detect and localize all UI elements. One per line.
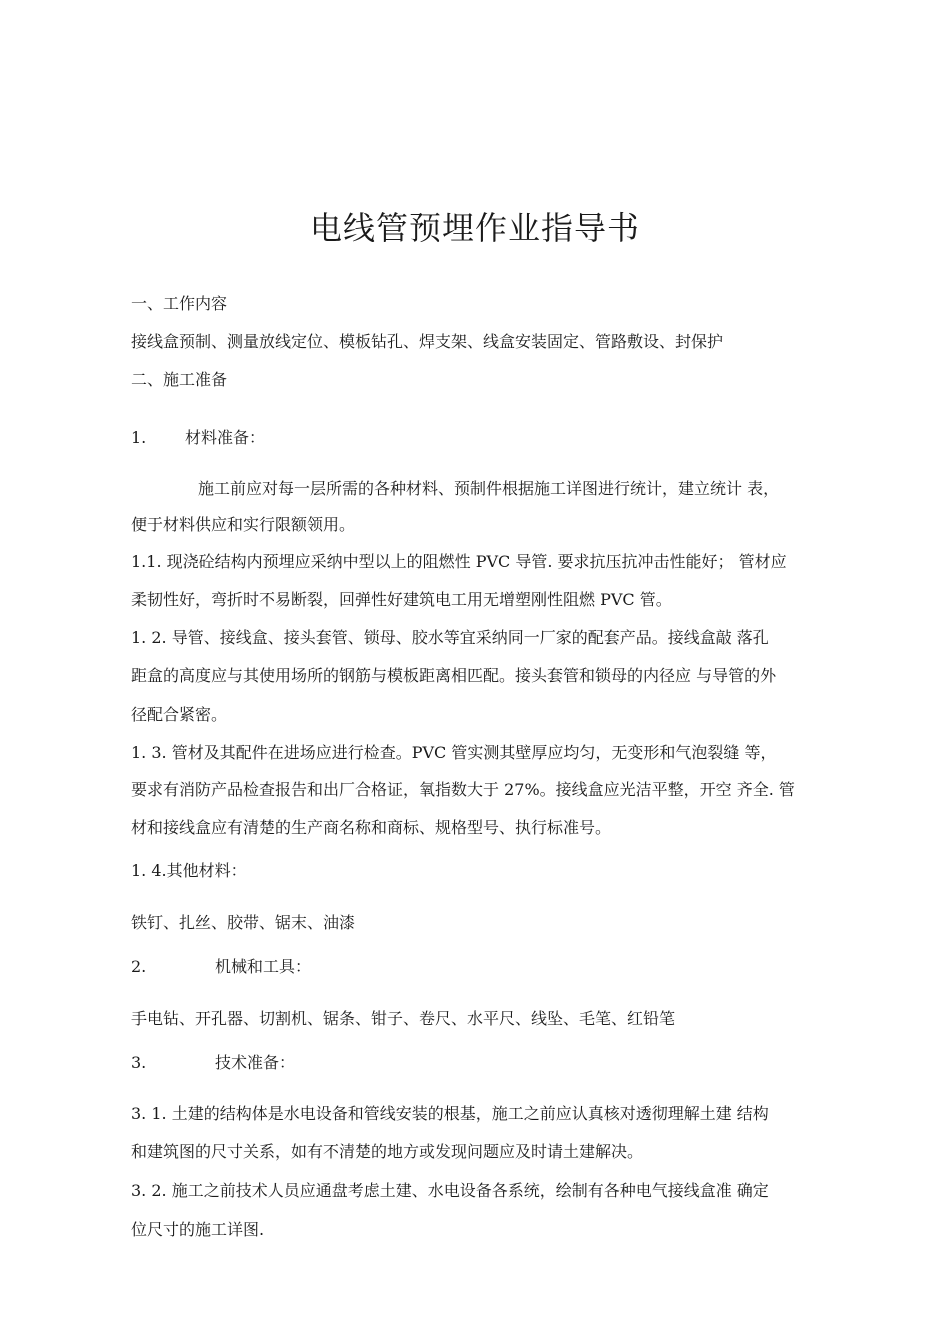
tools-list: 手电钻、开孔器、切割机、锯条、钳子、卷尺、水平尺、线坠、毛笔、红铅笔 xyxy=(131,1009,676,1028)
tools-heading-row xyxy=(131,957,871,977)
paragraph-3-1-line-1: 3. 1. 土建的结构体是水电设备和管线安装的根基，施工之前应认真核对透彻理解土建 结构 xyxy=(131,1104,769,1123)
tech-number: 3. xyxy=(131,1053,147,1072)
page-title: 电线管预埋作业指导书 xyxy=(309,209,640,247)
paragraph-1-1-line-2: 柔韧性好，弯折时不易断裂，回弹性好建筑电工用无增塑刚性阻燃 PVC 管。 xyxy=(131,590,672,609)
paragraph-1-2-line-3: 径配合紧密。 xyxy=(131,705,228,724)
paragraph-1-2-line-1: 1. 2. 导管、接线盒、接头套管、锁母、胶水等宜采纳同一厂家的配套产品。接线盒敲 落孔 xyxy=(131,628,769,647)
work-content-text: 接线盒预制、测量放线定位、模板钻孔、焊支架、线盒安装固定、管路敷设、封保护 xyxy=(131,332,724,351)
materials-heading: 材料准备： xyxy=(185,428,266,447)
materials-intro-line-1: 施工前应对每一层所需的各种材料、预制件根据施工详图进行统计，建立统计 表， xyxy=(198,479,780,498)
paragraph-3-2-line-2: 位尺寸的施工详图. xyxy=(131,1220,265,1239)
paragraph-3-2-line-1: 3. 2. 施工之前技术人员应通盘考虑土建、水电设备各系统，绘制有各种电气接线盒准 确定 xyxy=(131,1181,769,1200)
other-materials-list: 铁钉、扎丝、胶带、锯末、油漆 xyxy=(131,913,356,932)
paragraph-1-3-line-3: 材和接线盒应有清楚的生产商名称和商标、规格型号、执行标准号。 xyxy=(131,818,612,837)
materials-heading-row xyxy=(131,428,871,448)
materials-intro-line-2: 便于材料供应和实行限额领用。 xyxy=(131,515,356,534)
materials-number: 1. xyxy=(131,428,147,447)
tools-number: 2. xyxy=(131,957,147,976)
paragraph-1-4-heading: 1. 4.其他材料： xyxy=(131,861,247,880)
tech-heading-row xyxy=(131,1053,871,1073)
section-heading-work-content: 一、工作内容 xyxy=(131,294,228,313)
section-heading-preparation: 二、施工准备 xyxy=(131,370,228,389)
paragraph-1-2-line-2: 距盒的高度应与其使用场所的钢筋与模板距离相匹配。接头套管和锁母的内径应 与导管的外 xyxy=(131,666,777,685)
paragraph-1-3-line-2: 要求有消防产品检查报告和出厂合格证，氧指数大于 27%。接线盒应光洁平整，开空 齐全. 管 xyxy=(131,780,795,799)
paragraph-3-1-line-2: 和建筑图的尺寸关系，如有不清楚的地方或发现问题应及时请土建解决。 xyxy=(131,1142,644,1161)
paragraph-1-3-line-1: 1. 3. 管材及其配件在进场应进行检查。PVC 管实测其壁厚应均匀，无变形和气泡裂缝 等， xyxy=(131,743,777,762)
tools-heading: 机械和工具： xyxy=(215,957,312,976)
tech-heading: 技术准备： xyxy=(215,1053,296,1072)
paragraph-1-1-line-1: 1.1. 现浇砼结构内预埋应采纳中型以上的阻燃性 PVC 导管. 要求抗压抗冲击性能好； 管材应 xyxy=(131,552,787,571)
